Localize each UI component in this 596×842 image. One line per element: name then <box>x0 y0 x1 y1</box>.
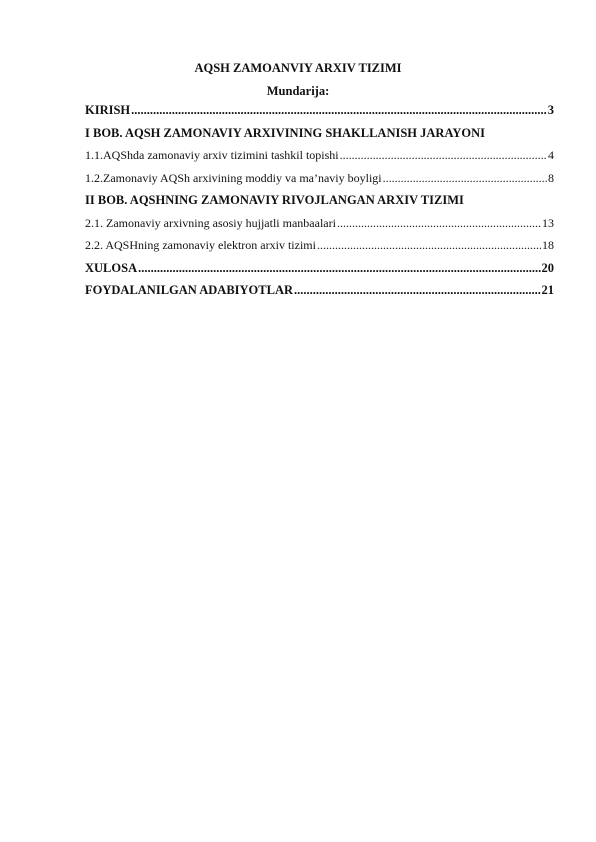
toc-entry-page: 4 <box>548 148 554 162</box>
toc-entry-2-2 <box>85 234 554 257</box>
toc-entry-adabiyotlar <box>85 279 554 302</box>
table-of-contents <box>85 99 554 302</box>
toc-entry-1-1 <box>85 144 554 167</box>
toc-entry-number: 1.1. <box>85 148 103 162</box>
toc-chapter-2 <box>85 189 554 212</box>
dot-leader <box>337 212 541 235</box>
toc-entry-number: 1.2. <box>85 170 103 185</box>
toc-entry-page: 3 <box>547 103 554 117</box>
dot-leader <box>383 167 547 190</box>
dot-leader <box>138 257 540 280</box>
toc-entry-text: Zamonaviy AQSh arxivining moddiy va ma’naviy boyligi <box>103 170 382 185</box>
document-title: AQSH ZAMOANVIY ARXIV TIZIMI <box>194 61 402 75</box>
toc-entry-1-2 <box>85 167 554 190</box>
toc-entry-page: 21 <box>541 283 554 297</box>
dot-leader <box>294 279 540 302</box>
dot-leader <box>317 234 541 257</box>
toc-chapter-1 <box>85 122 554 145</box>
toc-entry-page: 8 <box>548 170 554 185</box>
toc-entry-text: KIRISH <box>85 103 131 117</box>
toc-entry-kirish <box>85 99 554 122</box>
toc-entry-xulosa <box>85 257 554 280</box>
toc-entry-text: AQShda zamonaviy arxiv tizimini tashkil topishi <box>103 148 339 162</box>
dot-leader <box>340 144 547 167</box>
toc-entry-page: 18 <box>542 238 554 252</box>
dot-leader <box>131 99 547 122</box>
toc-entry-text: XULOSA <box>85 260 138 275</box>
toc-entry-page: 20 <box>541 260 554 275</box>
toc-entry-text: I BOB. AQSH ZAMONAVIY ARXIVINING SHAKLLANISH JARAYONI <box>85 125 485 140</box>
toc-entry-text: 2.2. AQSHning zamonaviy elektron arxiv tizimi <box>85 238 316 252</box>
toc-entry-text: FOYDALANILGAN ADABIYOTLAR <box>85 283 294 297</box>
toc-heading: Mundarija: <box>266 84 330 98</box>
toc-entry-text: II BOB. AQSHNING ZAMONAVIY RIVOJLANGAN ARXIV TIZIMI <box>85 193 464 207</box>
toc-entry-page: 13 <box>542 215 554 230</box>
toc-entry-text: 2.1. Zamonaviy arxivning asosiy hujjatli manbaalari <box>85 215 336 230</box>
toc-entry-2-1 <box>85 212 554 235</box>
